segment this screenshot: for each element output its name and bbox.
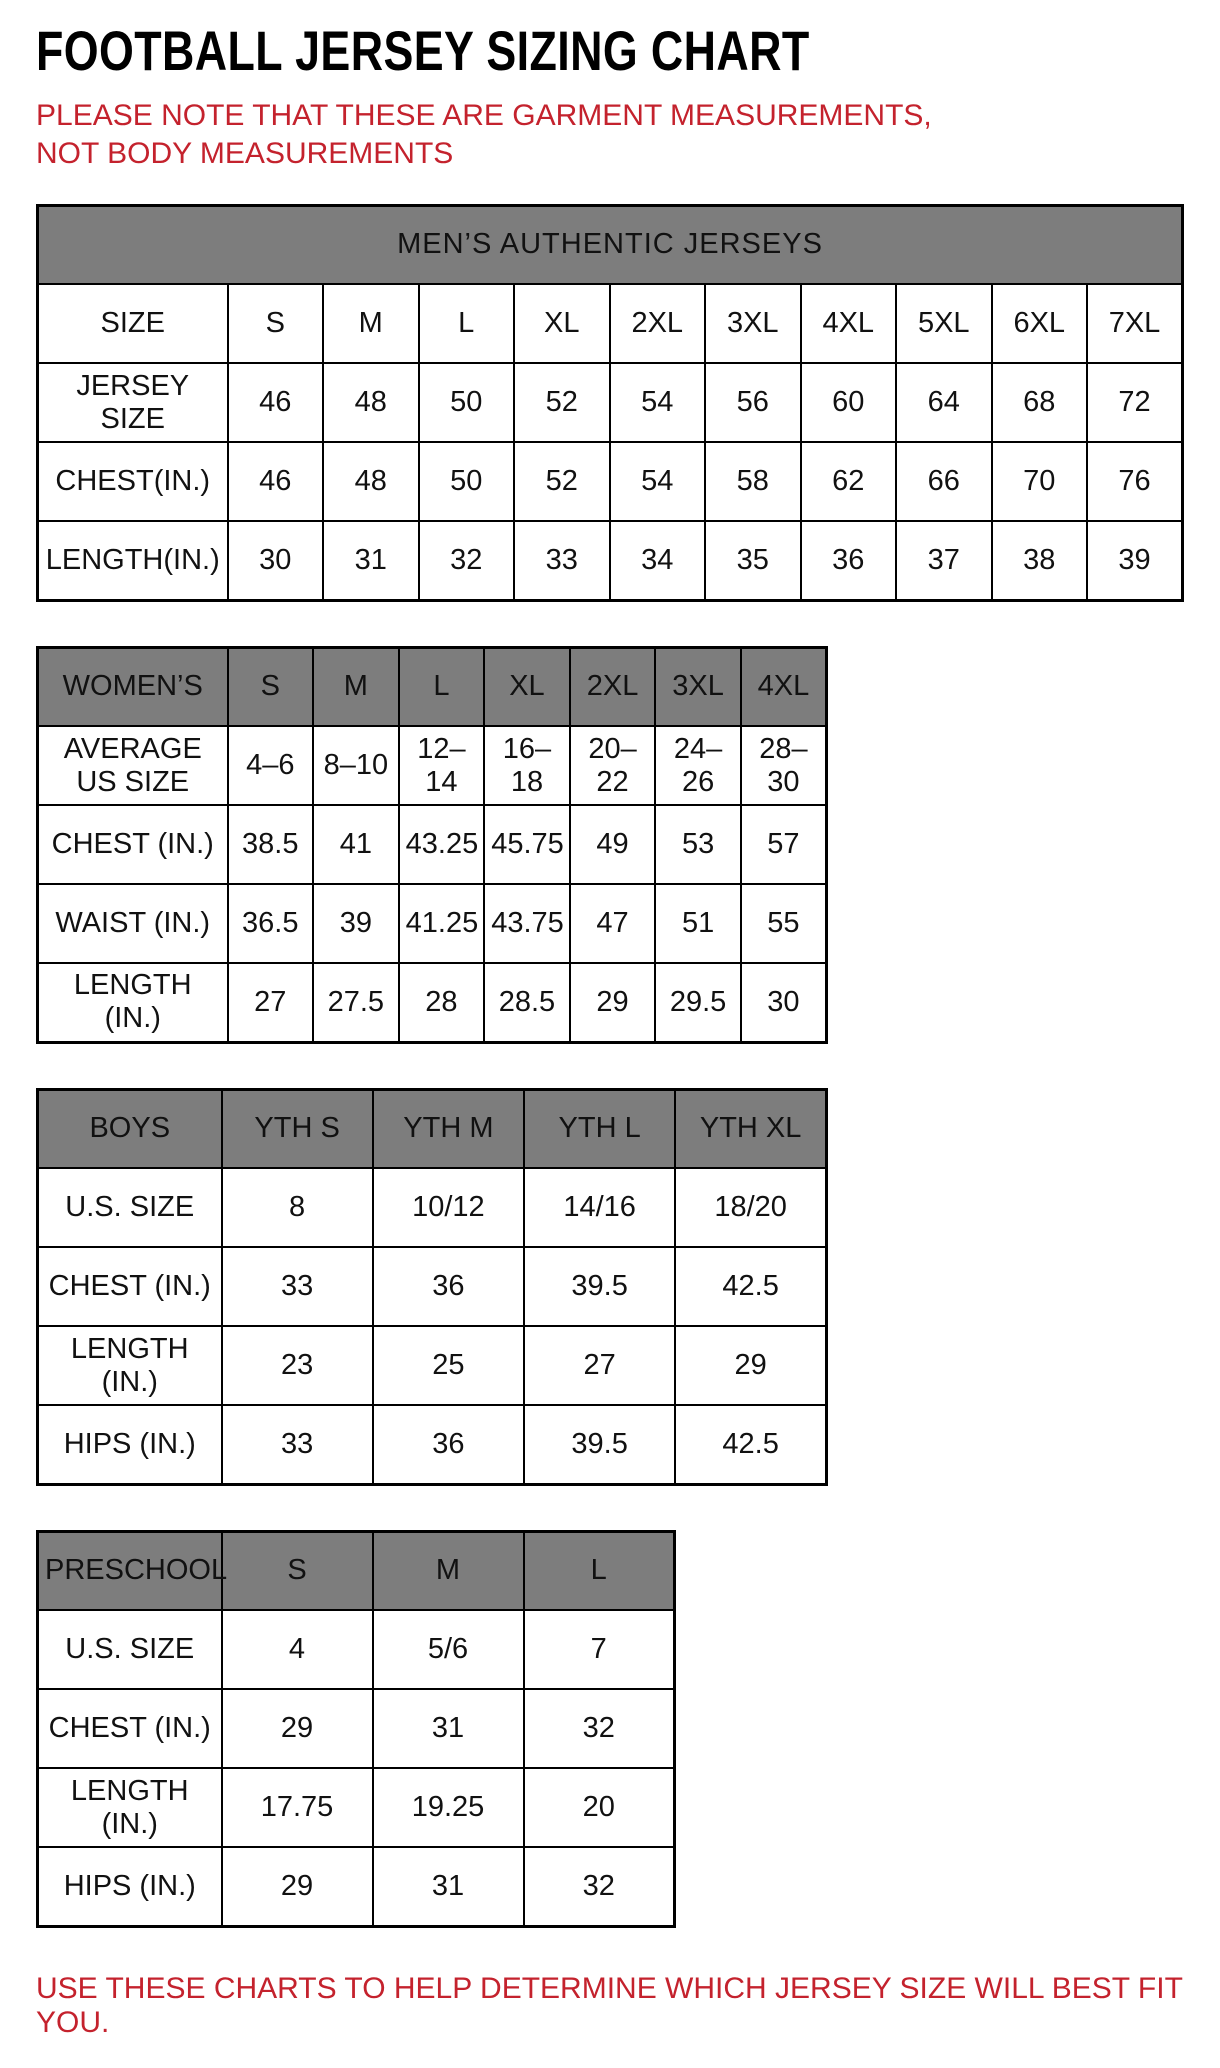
table-row [38,1768,675,1847]
size-value-cell: 36 [373,1405,524,1484]
size-value-cell: 28.5 [484,963,570,1042]
size-value-cell: 16–18 [484,726,570,805]
size-value-cell: 39.5 [524,1247,675,1326]
column-header-cell: 4XL [741,647,827,726]
column-header-cell: YTH M [373,1089,524,1168]
size-value-cell: 54 [610,442,706,521]
size-value-cell: 5XL [896,284,992,363]
size-value-cell: 51 [655,884,741,963]
table-row [38,442,1183,521]
size-value-cell: 33 [222,1405,373,1484]
size-value-cell: 30 [741,963,827,1042]
row-label-cell: LENGTH (IN.) [38,1768,222,1847]
size-value-cell: 27.5 [313,963,399,1042]
size-value-cell: 24–26 [655,726,741,805]
size-value-cell: XL [514,284,610,363]
size-value-cell: 64 [896,363,992,442]
mens-authentic-jerseys-table [36,204,1184,602]
column-header-cell: L [399,647,485,726]
column-header-cell: XL [484,647,570,726]
size-value-cell: 14/16 [524,1168,675,1247]
size-value-cell: 17.75 [222,1768,373,1847]
table-header-label-cell: WOMEN’S [38,647,228,726]
row-label-cell: LENGTH(IN.) [38,521,228,600]
size-value-cell: 35 [705,521,801,600]
column-header-cell: S [222,1531,373,1610]
size-value-cell: 36.5 [228,884,314,963]
size-value-cell: 72 [1087,363,1183,442]
size-value-cell: 29.5 [655,963,741,1042]
row-label-cell: LENGTH (IN.) [38,963,228,1042]
row-label-cell: SIZE [38,284,228,363]
column-header-cell: 2XL [570,647,656,726]
column-header-cell: YTH XL [675,1089,826,1168]
table-row [38,521,1183,600]
size-value-cell: 39 [1087,521,1183,600]
column-header-cell: M [313,647,399,726]
column-header-cell: 3XL [655,647,741,726]
column-header-cell: S [228,647,314,726]
table-row [38,1689,675,1768]
size-value-cell: 33 [514,521,610,600]
size-value-cell: 43.25 [399,805,485,884]
boys-sizing-table [36,1088,828,1486]
table-header-row [38,1089,827,1168]
table-title-cell: MEN’S AUTHENTIC JERSEYS [38,205,1183,284]
size-value-cell: 41.25 [399,884,485,963]
table-header-label-cell: PRESCHOOL [38,1531,222,1610]
table-row [38,1610,675,1689]
size-value-cell: 36 [373,1247,524,1326]
womens-sizing-table [36,646,828,1044]
size-value-cell: 76 [1087,442,1183,521]
column-header-cell: M [373,1531,524,1610]
size-value-cell: 7 [524,1610,675,1689]
row-label-cell: WAIST (IN.) [38,884,228,963]
size-value-cell: 27 [228,963,314,1042]
table-row [38,363,1183,442]
table-header-row [38,1531,675,1610]
fit-advice-note: USE THESE CHARTS TO HELP DETERMINE WHICH JERSEY SIZE WILL BEST FIT YOU. [36,1971,1183,2039]
table-row [38,805,827,884]
row-label-cell: HIPS (IN.) [38,1847,222,1926]
size-value-cell: 48 [323,442,419,521]
table-row [38,726,827,805]
table-header-label-cell: BOYS [38,1089,222,1168]
size-value-cell: 20–22 [570,726,656,805]
size-value-cell: 46 [228,363,324,442]
size-value-cell: 4 [222,1610,373,1689]
column-header-cell: YTH S [222,1089,373,1168]
size-value-cell: 55 [741,884,827,963]
size-value-cell: 56 [705,363,801,442]
size-value-cell: 57 [741,805,827,884]
table-row [38,1247,827,1326]
size-value-cell: 68 [992,363,1088,442]
column-header-cell: L [524,1531,675,1610]
size-value-cell: 29 [222,1689,373,1768]
row-label-cell: CHEST(IN.) [38,442,228,521]
size-value-cell: 8–10 [313,726,399,805]
size-value-cell: 31 [373,1689,524,1768]
size-value-cell: 36 [801,521,897,600]
page-title: FOOTBALL JERSEY SIZING CHART [36,19,810,82]
size-value-cell: 52 [514,442,610,521]
size-value-cell: 46 [228,442,324,521]
size-value-cell: 32 [524,1847,675,1926]
size-value-cell: 32 [419,521,515,600]
row-label-cell: CHEST (IN.) [38,805,228,884]
size-value-cell: 29 [570,963,656,1042]
size-value-cell: 31 [373,1847,524,1926]
row-label-cell: U.S. SIZE [38,1610,222,1689]
size-value-cell: 49 [570,805,656,884]
size-value-cell: S [228,284,324,363]
size-value-cell: 2XL [610,284,706,363]
size-value-cell: 7XL [1087,284,1183,363]
size-value-cell: 39 [313,884,399,963]
garment-measurement-note: PLEASE NOTE THAT THESE ARE GARMENT MEASUREMENTS, NOT BODY MEASUREMENTS [36,98,932,171]
column-header-cell: YTH L [524,1089,675,1168]
row-label-cell: LENGTH (IN.) [38,1326,222,1405]
table-row [38,284,1183,363]
size-value-cell: 52 [514,363,610,442]
table-row [38,963,827,1042]
size-value-cell: 19.25 [373,1768,524,1847]
size-value-cell: 66 [896,442,992,521]
size-value-cell: 4XL [801,284,897,363]
size-value-cell: 60 [801,363,897,442]
size-value-cell: 8 [222,1168,373,1247]
size-value-cell: 38.5 [228,805,314,884]
size-value-cell: 30 [228,521,324,600]
size-value-cell: 34 [610,521,706,600]
size-value-cell: 39.5 [524,1405,675,1484]
size-value-cell: 33 [222,1247,373,1326]
size-value-cell: 48 [323,363,419,442]
size-value-cell: 53 [655,805,741,884]
preschool-sizing-table [36,1530,676,1928]
size-value-cell: 42.5 [675,1247,826,1326]
table-row [38,1847,675,1926]
size-value-cell: 41 [313,805,399,884]
size-value-cell: 18/20 [675,1168,826,1247]
size-value-cell: 31 [323,521,419,600]
row-label-cell: AVERAGE US SIZE [38,726,228,805]
row-label-cell: HIPS (IN.) [38,1405,222,1484]
table-title-row [38,205,1183,284]
row-label-cell: CHEST (IN.) [38,1247,222,1326]
size-value-cell: 58 [705,442,801,521]
size-value-cell: 6XL [992,284,1088,363]
size-value-cell: 25 [373,1326,524,1405]
size-value-cell: 4–6 [228,726,314,805]
size-value-cell: 42.5 [675,1405,826,1484]
table-row [38,1326,827,1405]
row-label-cell: JERSEY SIZE [38,363,228,442]
size-value-cell: 45.75 [484,805,570,884]
size-value-cell: 28–30 [741,726,827,805]
size-value-cell: 50 [419,442,515,521]
size-value-cell: 32 [524,1689,675,1768]
size-value-cell: 38 [992,521,1088,600]
size-value-cell: 28 [399,963,485,1042]
size-value-cell: 3XL [705,284,801,363]
table-row [38,884,827,963]
size-value-cell: 50 [419,363,515,442]
size-value-cell: 20 [524,1768,675,1847]
table-row [38,1405,827,1484]
size-value-cell: 29 [675,1326,826,1405]
size-value-cell: 43.75 [484,884,570,963]
table-header-row [38,647,827,726]
size-value-cell: 12–14 [399,726,485,805]
size-value-cell: 54 [610,363,706,442]
size-value-cell: 5/6 [373,1610,524,1689]
size-value-cell: M [323,284,419,363]
size-value-cell: 47 [570,884,656,963]
size-value-cell: 62 [801,442,897,521]
size-value-cell: 10/12 [373,1168,524,1247]
row-label-cell: CHEST (IN.) [38,1689,222,1768]
size-value-cell: 70 [992,442,1088,521]
size-value-cell: 37 [896,521,992,600]
row-label-cell: U.S. SIZE [38,1168,222,1247]
size-value-cell: 27 [524,1326,675,1405]
table-row [38,1168,827,1247]
size-value-cell: L [419,284,515,363]
size-value-cell: 23 [222,1326,373,1405]
size-value-cell: 29 [222,1847,373,1926]
